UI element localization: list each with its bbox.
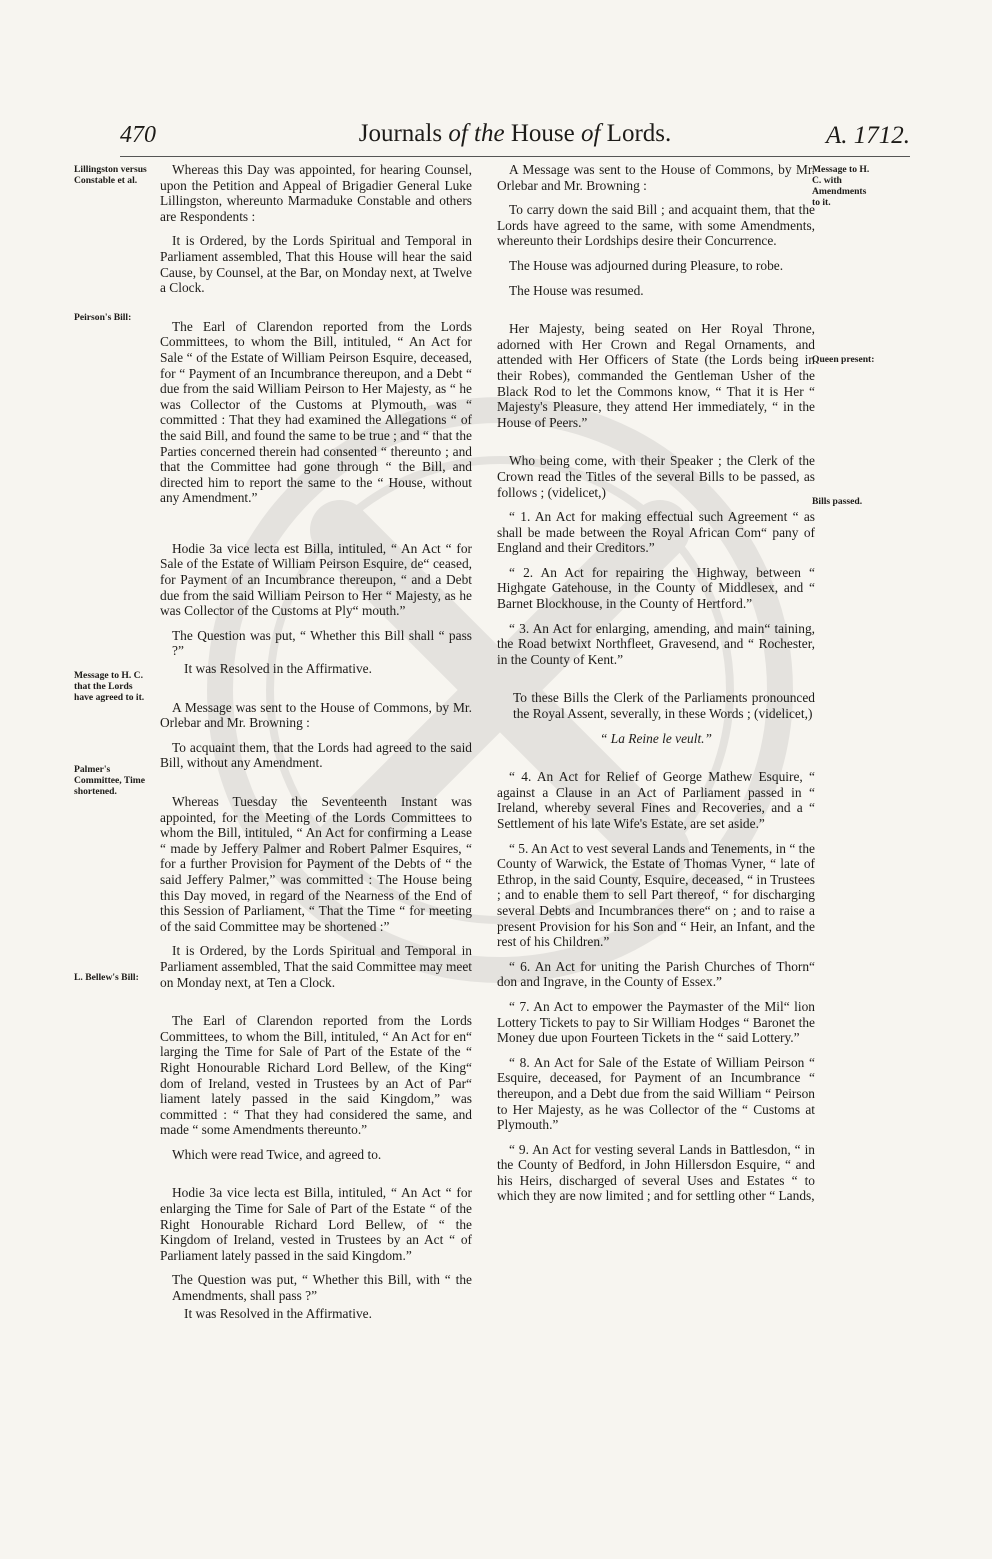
title-of: of xyxy=(580,120,601,147)
paragraph: A Message was sent to the House of Commons, by Mr. Orlebar and Mr. Browning : xyxy=(497,162,815,193)
right-column xyxy=(497,162,815,1213)
paragraph: Which were read Twice, and agreed to. xyxy=(172,1146,382,1162)
paragraph: To acquaint them, that the Lords had agreed to the said Bill, without any Amendment. xyxy=(160,739,472,771)
margin-note-queen: Queen present: xyxy=(812,354,875,365)
paragraph: “ 5. An Act to vest several Lands and Tenements, in “ the County of Warwick, the Estate of Thomas Vyner, “ late of Ethrop, in the said County, Esquire, deceased, “ in Trustees ; and to enable them to sell Part thereof, “ for discharging several Debts and Incumbrances there“ on ; and to raise a present Provision for his Son and “ Heir, an Infant, and the rest of his Children.” xyxy=(497,840,815,950)
left-column xyxy=(160,162,472,1330)
royal-assent-words: “ La Reine le veult.” xyxy=(600,730,712,746)
paragraph: “ 3. An Act for enlarging, amending, and main“ taining, the Road betwixt Northfleet, Gravesend, and “ Rochester, in the County of Kent.” xyxy=(497,620,815,667)
paragraph: “ 8. An Act for Sale of the Estate of William Peirson “ Esquire, deceased, for Payment of an Incumbrance “ thereupon, and a Debt due from the said William “ Peirson to Her Majesty, as he was Collector of the “ Customs at Plymouth.” xyxy=(497,1054,815,1133)
paragraph: The Question was put, “ Whether this Bill shall “ pass ?” xyxy=(172,627,472,659)
margin-note-palmer: Palmer's Committee, Time shortened. xyxy=(74,764,146,797)
page-header xyxy=(120,118,910,157)
paragraph: To carry down the said Bill ; and acquaint them, that the Lords have agreed to the same, with some Amendments, whereunto their Lordships desire their Concurrence. xyxy=(497,202,815,249)
margin-note-message-agreed: Message to H. C. that the Lords have agreed to it. xyxy=(74,670,145,703)
running-title xyxy=(120,120,910,148)
margin-note-bills-passed: Bills passed. xyxy=(812,496,863,507)
margin-note-peirson: Peirson's Bill: xyxy=(74,312,132,323)
paragraph: The Earl of Clarendon reported from the Lords Committees, to whom the Bill, intituled, “ An Act for Sale “ of the Estate of William Peirson Esquire, deceased, for “ Payment of an Incumbrance thereupon, and a Debt “ due from the said William Peirson to Her Majesty, as “ he was Collector of the Customs at Plymouth, was “ committed : That they had examined the Allegations “ of the said Bill, and found the same to be true ; and “ that the Parties concerned therein had consented “ thereunto ; and that the Committee had gone through “ the Bill, and directed him to report the same to the “ House, without any Amendment.” xyxy=(160,318,472,506)
title-lords: Lords. xyxy=(606,120,672,147)
paragraph: The House was resumed. xyxy=(509,282,644,298)
paragraph: It is Ordered, by the Lords Spiritual and Temporal in Parliament assembled, That this House will hear the said Cause, by Counsel, at the Bar, on Monday next, at Twelve a Clock. xyxy=(160,233,472,296)
title-of-the: of the xyxy=(448,120,505,147)
paragraph: Whereas Tuesday the Seventeenth Instant was appointed, for the Meeting of the Lords Committees to whom the Bill, intituled, “ An Act for confirming a Lease “ made by Jeffery Palmer and Robert Palmer Esquires, “ for a further Provision for Payment of the Debts of “ the said Jeffery Palmer,” was committed : The House being this Day moved, in regard of the Nearness of the End of this Session of Parliament, “ That the Time “ for meeting of the said Committee may be shortened :” xyxy=(160,794,472,934)
paragraph: Who being come, with their Speaker ; the Clerk of the Crown read the Titles of the several Bills to be passed, as follows ; (videlicet,) xyxy=(497,453,815,500)
page-number: 470 xyxy=(120,122,156,148)
paragraph: “ 7. An Act to empower the Paymaster of the Mil“ lion Lottery Tickets to pay to Sir William Hodges “ Baronet the Money due upon Fourteen Tickets in the “ said Lottery.” xyxy=(497,998,815,1046)
paragraph: “ 2. An Act for repairing the Highway, between “ Highgate Gatehouse, in the County of Middlesex, and “ Barnet Blockhouse, in the County of Hertford.” xyxy=(497,564,815,612)
margin-note-lillingston: Lillingston versus Constable et al. xyxy=(74,164,147,186)
paragraph: A Message was sent to the House of Commons, by Mr. Orlebar and Mr. Browning : xyxy=(160,699,472,731)
paragraph: Whereas this Day was appointed, for hearing Counsel, upon the Petition and Appeal of Brigadier General Luke Lillingston, whereunto Marmaduke Constable and others are Respondents : xyxy=(160,162,472,224)
year: A. 1712. xyxy=(825,122,910,149)
paragraph: The Earl of Clarendon reported from the Lords Committees, to whom the Bill, intituled, “ An Act for en“ larging the Time for Sale of Part of the Estate of the “ Right Honourable Richard Lord Bellew, of the King“ dom of Ireland, vested in Trustees by an Act of Par“ liament lately passed in the said Kingdom,” was committed : “ That they had considered the same, and made “ some Amendments thereunto.” xyxy=(160,1013,472,1138)
title-house: House xyxy=(510,120,575,147)
paragraph: The House was adjourned during Pleasure, to robe. xyxy=(509,257,784,273)
title-journals: Journals xyxy=(358,120,443,147)
paragraph: “ 4. An Act for Relief of George Mathew Esquire, “ against a Clause in an Act of Parliament passed in “ Ireland, whereby several Fines and Recoveries, and a “ Settlement of his late Wife's Estate, are set aside.” xyxy=(497,769,815,831)
paragraph: Hodie 3a vice lecta est Billa, intituled, “ An Act “ for Sale of the Estate of William Peirson Esquire, de“ ceased, for Payment of an Incumbrance thereupon, “ and a Debt due from the said William Peirson to Her “ Majesty, as he was Collector of the Customs at Ply“ mouth.” xyxy=(160,540,472,619)
paragraph: The Question was put, “ Whether this Bill, with “ the Amendments, shall pass ?” xyxy=(172,1272,472,1304)
paragraph: “ 6. An Act for uniting the Parish Churches of Thorn“ don and Ingrave, in the County of Essex.” xyxy=(497,958,815,990)
margin-note-bellew: L. Bellew's Bill: xyxy=(74,972,139,983)
paragraph: It was Resolved in the Affirmative. xyxy=(184,661,372,677)
paragraph: Her Majesty, being seated on Her Royal Throne, adorned with Her Crown and Regal Ornaments, and attended with Her Officers of State (the Lords being in their Robes), commanded the Gentleman Usher of the Black Rod to let the Commons know, “ That it is Her “ Majesty's Pleasure, they attend Her immediately, “ in the House of Peers.” xyxy=(497,321,815,430)
paragraph: “ 9. An Act for vesting several Lands in Battlesdon, “ in the County of Bedford, in John Hillersdon Esquire, “ and his Heirs, discharged of several Uses and Estates “ to which they are now limited ; and for settling other “ Lands, xyxy=(497,1141,815,1204)
paragraph: “ 1. An Act for making effectual such Agreement “ as shall be made between the Royal African Com“ pany of England and their Creditors.” xyxy=(497,509,815,556)
paragraph: To these Bills the Clerk of the Parliaments pronounced the Royal Assent, severally, in these Words ; (videlicet,) xyxy=(513,690,815,722)
margin-note-message-amend: Message to H. C. with Amendments to it. xyxy=(812,164,870,208)
paragraph: Hodie 3a vice lecta est Billa, intituled, “ An Act “ for enlarging the Time for Sale of Part of the Estate “ of the Right Honourable Richard Lord Bellew, of “ the Kingdom of Ireland, vested in Trustees by an Act “ of Parliament lately passed in the said Kingdom.” xyxy=(160,1185,472,1263)
paragraph: It is Ordered, by the Lords Spiritual and Temporal in Parliament assembled, That the said Committee may meet on Monday next, at Ten a Clock. xyxy=(160,943,472,990)
paragraph: It was Resolved in the Affirmative. xyxy=(184,1305,372,1321)
